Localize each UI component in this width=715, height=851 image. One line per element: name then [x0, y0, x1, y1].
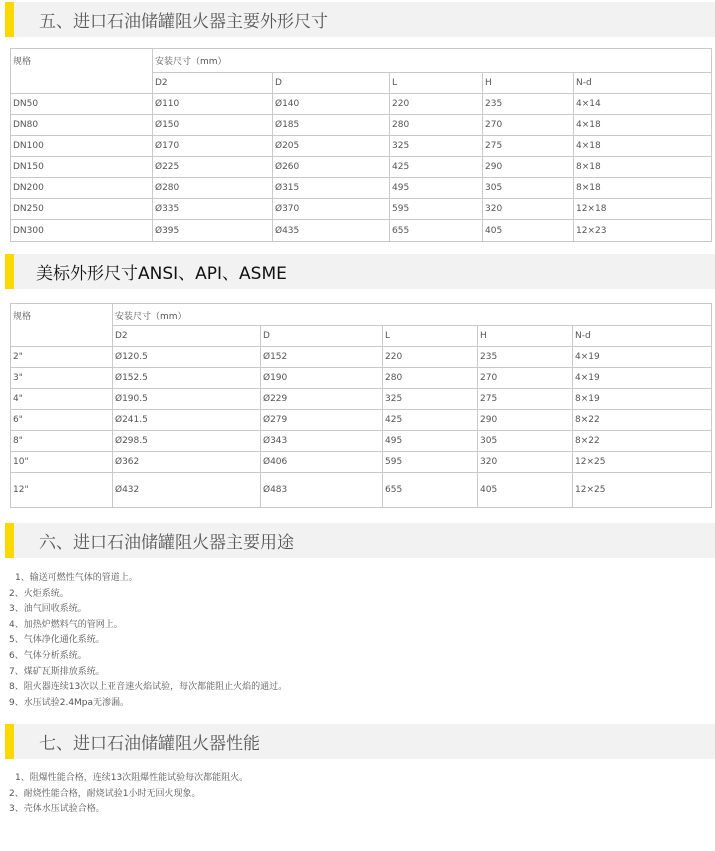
list-item: 1、阻爆性能合格，连续13次阻爆性能试验每次都能阻火。	[15, 773, 249, 783]
table-row	[11, 431, 712, 452]
section6-header	[5, 523, 715, 558]
table-cell: 425	[383, 410, 478, 431]
table-cell: 655	[383, 473, 478, 508]
table-row	[11, 115, 712, 136]
table-cell: 325	[390, 136, 483, 157]
table-cell: 12×25	[573, 452, 712, 473]
table-cell: 325	[383, 389, 478, 410]
col-header-nd: N-d	[574, 73, 712, 94]
table-row	[11, 199, 712, 220]
section7-header	[5, 724, 715, 759]
table-row	[11, 136, 712, 157]
col-header-d: D	[273, 73, 390, 94]
table-cell: 4×19	[573, 368, 712, 389]
accent-bar	[5, 523, 14, 558]
table-cell: 320	[478, 452, 573, 473]
table-cell: 305	[478, 431, 573, 452]
section6-title: 六、进口石油储罐阻火器主要用途	[39, 533, 294, 553]
col-header-h: H	[483, 73, 574, 94]
table-cell: Ø298.5	[113, 431, 261, 452]
usage-list	[9, 571, 287, 711]
table-cell: Ø362	[113, 452, 261, 473]
col-header-h: H	[478, 326, 573, 347]
table-cell: 12×25	[573, 473, 712, 508]
spec-cell: DN250	[11, 199, 153, 220]
table-row	[11, 157, 712, 178]
table-cell: Ø280	[153, 178, 273, 199]
table-cell: Ø483	[261, 473, 383, 508]
table-cell: 275	[483, 136, 574, 157]
table-cell: Ø190	[261, 368, 383, 389]
spec-cell: DN80	[11, 115, 153, 136]
table-cell: 8×22	[573, 431, 712, 452]
col-header-l: L	[390, 73, 483, 94]
col-header-l: L	[383, 326, 478, 347]
spec-cell: 4"	[11, 389, 113, 410]
table-cell: 270	[483, 115, 574, 136]
spec-cell: DN200	[11, 178, 153, 199]
table-cell: Ø432	[113, 473, 261, 508]
table-cell: 220	[390, 94, 483, 115]
section5-header	[5, 2, 715, 37]
table-header-row	[11, 49, 712, 73]
col-header-d: D	[261, 326, 383, 347]
col-header-d2: D2	[153, 73, 273, 94]
table-row	[11, 368, 712, 389]
table-cell: 595	[390, 199, 483, 220]
table-cell: 8×22	[573, 410, 712, 431]
table-cell: 595	[383, 452, 478, 473]
table-cell: Ø190.5	[113, 389, 261, 410]
table-cell: 12×18	[574, 199, 712, 220]
table-cell: Ø241.5	[113, 410, 261, 431]
spec-cell: 6"	[11, 410, 113, 431]
table-cell: Ø343	[261, 431, 383, 452]
table-row	[11, 389, 712, 410]
table-cell: 8×18	[574, 157, 712, 178]
table-cell: 4×18	[574, 115, 712, 136]
list-item: 9、水压试验2.4Mpa无渗漏。	[9, 697, 130, 708]
col-header-nd: N-d	[573, 326, 712, 347]
table-cell: 655	[390, 220, 483, 242]
table-row	[11, 473, 712, 508]
table-cell: 280	[390, 115, 483, 136]
table-cell: Ø185	[273, 115, 390, 136]
table-cell: 495	[390, 178, 483, 199]
ansi-title: 美标外形尺寸ANSI、API、ASME	[36, 264, 287, 284]
table-cell: Ø370	[273, 199, 390, 220]
list-item: 2、耐烧性能合格，耐烧试验1小时无回火现象。	[9, 788, 201, 799]
table-cell: 235	[483, 94, 574, 115]
table-subheader-row	[11, 326, 712, 347]
spec-cell: 12"	[11, 473, 113, 508]
install-size-header: 安装尺寸（mm）	[113, 304, 712, 326]
list-item: 6、气体分析系统。	[9, 650, 87, 661]
spec-cell: DN300	[11, 220, 153, 242]
list-item: 8、阻火器连续13次以上亚音速火焰试验，每次都能阻止火焰的通过。	[9, 682, 288, 693]
table-cell: Ø170	[153, 136, 273, 157]
table-cell: Ø260	[273, 157, 390, 178]
accent-bar	[5, 254, 14, 289]
list-item: 5、气体净化通化系统。	[9, 635, 105, 646]
list-item: 1、输送可燃性气体的管道上。	[15, 573, 138, 583]
spec-cell: 8"	[11, 431, 113, 452]
section5-title: 五、进口石油储罐阻火器主要外形尺寸	[39, 12, 328, 32]
table-row	[11, 347, 712, 368]
performance-list	[9, 771, 248, 818]
table-cell: Ø279	[261, 410, 383, 431]
table-cell: Ø140	[273, 94, 390, 115]
table-row	[11, 178, 712, 199]
table-cell: 290	[483, 157, 574, 178]
table-cell: Ø435	[273, 220, 390, 242]
table-cell: 270	[478, 368, 573, 389]
spec-cell: 3"	[11, 368, 113, 389]
table-row	[11, 94, 712, 115]
list-item: 4、加热炉燃料气的管网上。	[9, 619, 123, 630]
dn-dimension-table	[10, 48, 712, 242]
table-cell: 4×18	[574, 136, 712, 157]
table-cell: Ø110	[153, 94, 273, 115]
table-cell: Ø152	[261, 347, 383, 368]
spec-header: 规格	[11, 304, 113, 347]
table-cell: 220	[383, 347, 478, 368]
table-row	[11, 220, 712, 242]
ansi-header	[5, 254, 715, 289]
table-cell: Ø315	[273, 178, 390, 199]
accent-bar	[5, 2, 14, 37]
install-size-header: 安装尺寸（mm）	[153, 49, 712, 73]
spec-cell: DN50	[11, 94, 153, 115]
table-cell: 405	[478, 473, 573, 508]
list-item: 7、煤矿瓦斯排放系统。	[9, 666, 105, 677]
spec-header: 规格	[11, 49, 153, 94]
table-cell: Ø395	[153, 220, 273, 242]
table-cell: 12×23	[574, 220, 712, 242]
spec-cell: DN150	[11, 157, 153, 178]
table-cell: 320	[483, 199, 574, 220]
table-cell: Ø150	[153, 115, 273, 136]
table-cell: 235	[478, 347, 573, 368]
spec-cell: 2"	[11, 347, 113, 368]
table-cell: 425	[390, 157, 483, 178]
table-cell: Ø229	[261, 389, 383, 410]
table-cell: Ø335	[153, 199, 273, 220]
table-cell: Ø406	[261, 452, 383, 473]
section7-title: 七、进口石油储罐阻火器性能	[39, 734, 260, 754]
table-cell: Ø120.5	[113, 347, 261, 368]
table-cell: 275	[478, 389, 573, 410]
table-cell: 4×19	[573, 347, 712, 368]
list-item: 2、火炬系统。	[9, 588, 69, 599]
table-row	[11, 410, 712, 431]
list-item: 3、油气回收系统。	[9, 604, 87, 615]
list-item: 3、壳体水压试验合格。	[9, 804, 105, 815]
table-cell: 405	[483, 220, 574, 242]
table-row	[11, 452, 712, 473]
table-cell: Ø225	[153, 157, 273, 178]
table-cell: 495	[383, 431, 478, 452]
spec-cell: DN100	[11, 136, 153, 157]
table-cell: Ø205	[273, 136, 390, 157]
table-cell: 290	[478, 410, 573, 431]
table-cell: Ø152.5	[113, 368, 261, 389]
table-header-row	[11, 304, 712, 326]
table-cell: 8×18	[574, 178, 712, 199]
accent-bar	[5, 724, 14, 759]
table-cell: 4×14	[574, 94, 712, 115]
table-cell: 280	[383, 368, 478, 389]
table-cell: 305	[483, 178, 574, 199]
col-header-d2: D2	[113, 326, 261, 347]
ansi-dimension-table	[10, 303, 712, 508]
table-cell: 8×19	[573, 389, 712, 410]
spec-cell: 10"	[11, 452, 113, 473]
